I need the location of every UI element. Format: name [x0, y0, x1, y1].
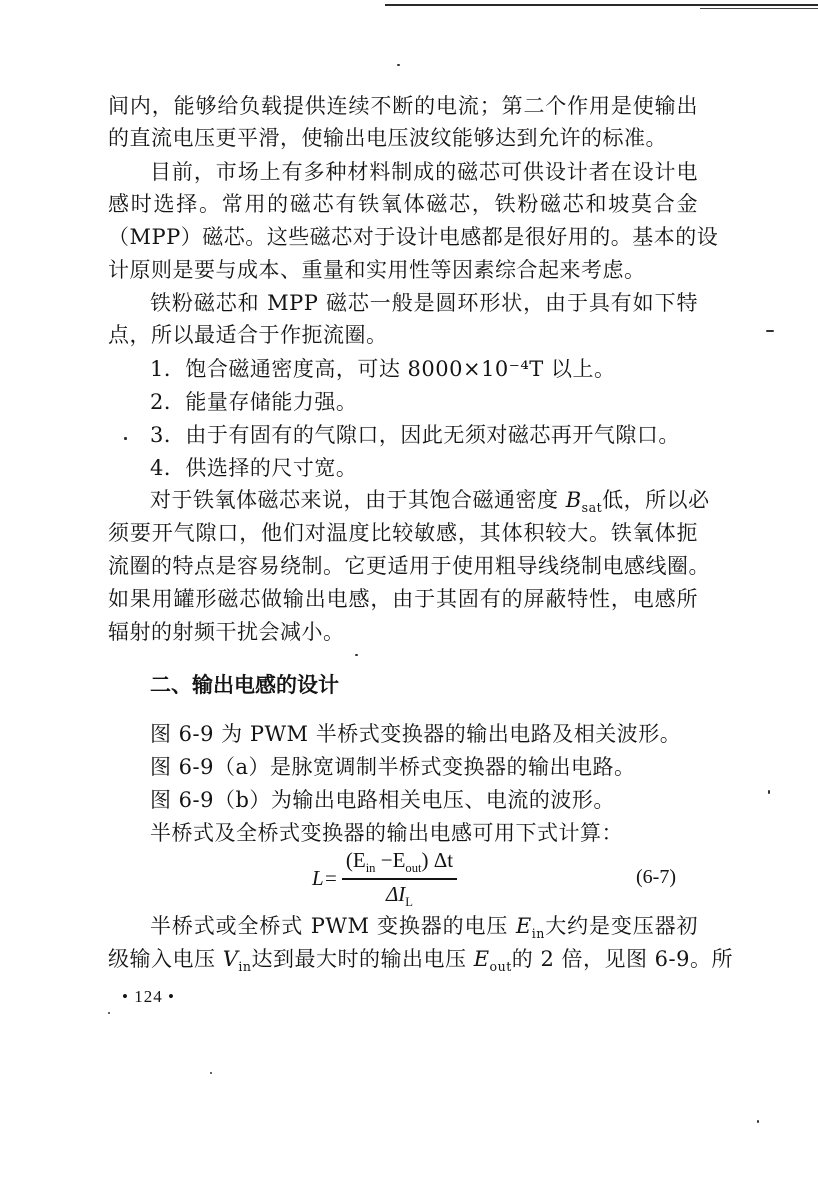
paragraph-line: 计原则是要与成本、重量和实用性等因素综合起来考虑。 — [108, 258, 646, 282]
paragraph-line: 间内，能够给负载提供连续不断的电流；第二个作用是使输出 — [108, 94, 698, 118]
list-item: 4．供选择的尺寸宽。 — [150, 456, 358, 480]
text-run: 级输入电压 — [108, 947, 223, 971]
paragraph-line: 点，所以最适合于作扼流圈。 — [108, 323, 388, 347]
text-run: 低，所以必 — [602, 488, 710, 512]
scan-speck — [108, 1012, 110, 1014]
text-run: 达到最大时的输出电压 — [251, 947, 474, 971]
top-rule — [385, 4, 818, 6]
symbol-e: E — [515, 914, 532, 938]
paragraph-line: 感时选择。常用的磁芯有铁氧体磁芯，铁粉磁芯和坡莫合金 — [108, 192, 698, 216]
numerator-open: (E — [345, 848, 366, 872]
paragraph-line-ein — [150, 912, 698, 948]
paragraph-line: 图 6-9（a）是脉宽调制半桥式变换器的输出电路。 — [150, 755, 636, 779]
paragraph-line: （MPP）磁芯。这些磁芯对于设计电感都是很好用的。基本的设 — [108, 225, 719, 249]
numerator-close: ) Δt — [421, 848, 454, 872]
top-rule-secondary — [700, 8, 818, 9]
inductance-formula — [312, 848, 457, 910]
text-run: 对于铁氧体磁芯来说，由于其饱合磁通密度 — [150, 488, 566, 512]
subscript-out: out — [405, 861, 422, 876]
subscript-l: L — [405, 894, 413, 909]
scan-speck — [766, 330, 774, 332]
symbol-b: B — [565, 488, 582, 512]
paragraph-line: 如果用罐形磁芯做输出电感，由于其固有的屏蔽特性，电感所 — [108, 587, 698, 611]
formula-denominator — [386, 880, 413, 910]
paragraph-line: 辐射的射频干扰会减小。 — [108, 620, 345, 644]
section-heading: 二、输出电感的设计 — [150, 673, 339, 697]
text-run: 大约是变压器初 — [544, 914, 698, 938]
paragraph-line: 半桥式及全桥式变换器的输出电感可用下式计算： — [150, 821, 623, 845]
paragraph-line: 铁粉磁芯和 MPP 磁芯一般是圆环形状，由于具有如下特 — [150, 291, 698, 315]
paragraph-line-bsat — [150, 486, 710, 522]
paragraph-line: 须要开气隙口，他们对温度比较敏感，其体积较大。铁氧体扼 — [108, 521, 698, 545]
list-item: 2．能量存储能力强。 — [150, 390, 358, 414]
scan-speck — [355, 654, 358, 656]
paragraph-line-vin — [108, 945, 734, 981]
equation-number: (6-7) — [636, 866, 676, 888]
subscript-in: in — [238, 959, 252, 975]
symbol-e: E — [473, 947, 490, 971]
symbol-v: V — [222, 947, 239, 971]
text-run: 半桥式或全桥式 PWM 变换器的电压 — [150, 914, 516, 938]
page-number: • 124 • — [122, 987, 175, 1006]
formula-fraction — [342, 848, 457, 910]
paragraph-line: 目前，市场上有多种材料制成的磁芯可供设计者在设计电 — [150, 160, 698, 184]
denominator-delta-i: ΔI — [385, 881, 406, 906]
scan-speck — [124, 437, 127, 440]
paragraph-line: 图 6-9（b）为输出电路相关电压、电流的波形。 — [150, 788, 615, 812]
paragraph-line: 图 6-9 为 PWM 半桥式变换器的输出电路及相关波形。 — [150, 722, 682, 746]
scan-speck — [210, 1072, 212, 1074]
scan-speck — [768, 790, 770, 794]
subscript-in: in — [531, 926, 545, 942]
formula-numerator — [342, 848, 457, 878]
list-item: 3．由于有固有的气隙口，因此无须对磁芯再开气隙口。 — [150, 423, 680, 447]
subscript-sat: sat — [581, 500, 603, 516]
subscript-in: in — [365, 861, 376, 876]
scan-speck — [757, 1120, 759, 1123]
formula-lhs: L= — [312, 866, 338, 891]
text-run: 的 2 倍，见图 6-9。所 — [511, 947, 734, 971]
paragraph-line: 流圈的特点是容易绕制。它更适用于使用粗导线绕制电感线圈。 — [108, 554, 710, 578]
list-item: 1．饱合磁通密度高，可达 8000×10⁻⁴T 以上。 — [150, 357, 616, 381]
numerator-minus: −E — [375, 848, 406, 872]
subscript-out: out — [489, 959, 512, 975]
paragraph-line: 的直流电压更平滑，使输出电压波纹能够达到允许的标准。 — [108, 126, 667, 150]
scan-speck — [397, 64, 400, 66]
